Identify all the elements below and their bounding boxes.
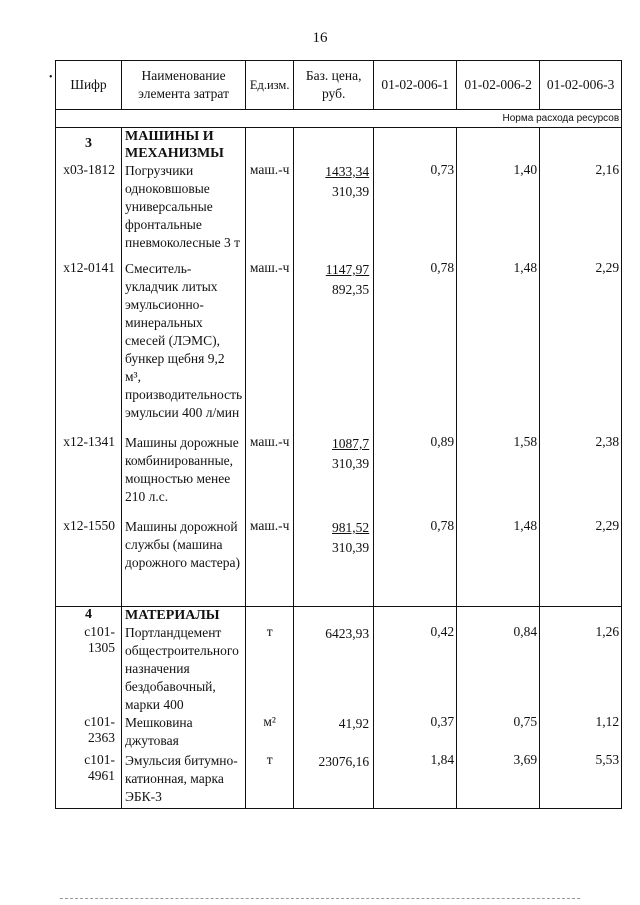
row-code: х12-0141 (56, 260, 122, 434)
row-value-2: 0,75 (457, 714, 540, 752)
row-unit: т (246, 752, 294, 809)
price-total: 981,52 (332, 520, 370, 535)
price-total: 1087,7 (332, 436, 370, 451)
table-row (56, 714, 622, 752)
header-unit: Ед.изм. (246, 61, 294, 110)
header-code: Шифр (56, 61, 122, 110)
row-unit: м² (246, 714, 294, 752)
row-value-2: 3,69 (457, 752, 540, 809)
row-value-3: 1,26 (540, 624, 622, 714)
section-number: 4 (56, 607, 122, 625)
price-wage: 310,39 (332, 184, 370, 199)
row-name: Машины дорожной службы (машина дорожного мастера) (122, 518, 246, 607)
table-row (56, 260, 622, 434)
row-price: 6423,93 (294, 624, 374, 714)
row-unit: маш.-ч (246, 518, 294, 607)
row-value-2: 1,48 (457, 518, 540, 607)
row-unit: т (246, 624, 294, 714)
header-price: Баз. цена, руб. (294, 61, 374, 110)
row-value-3: 2,16 (540, 162, 622, 260)
table-row (56, 434, 622, 518)
row-price: 41,92 (294, 714, 374, 752)
row-value-1: 0,78 (374, 260, 457, 434)
section-header-row (56, 607, 622, 625)
row-code: х12-1341 (56, 434, 122, 518)
row-value-3: 2,29 (540, 518, 622, 607)
row-name: Мешковина джутовая (122, 714, 246, 752)
section-title: МАТЕРИАЛЫ (122, 607, 246, 625)
row-unit: маш.-ч (246, 162, 294, 260)
row-code: с101-1305 (56, 624, 122, 714)
row-price (294, 162, 374, 260)
header-col2: 01-02-006-2 (457, 61, 540, 110)
header-row (56, 61, 622, 110)
row-name: Смеситель-укладчик литых эмульсионно-минеральных смесей (ЛЭМС), бункер щебня 9,2 м³, производительность эмульсии 400 л/мин (122, 260, 246, 434)
price-total: 1433,34 (325, 164, 370, 179)
row-value-1: 1,84 (374, 752, 457, 809)
row-value-3: 2,29 (540, 260, 622, 434)
price-wage: 310,39 (332, 540, 370, 555)
row-price: 23076,16 (294, 752, 374, 809)
norm-row (56, 110, 622, 128)
row-value-2: 1,40 (457, 162, 540, 260)
table-row (56, 624, 622, 714)
section-title: МАШИНЫ И МЕХАНИЗМЫ (122, 128, 246, 163)
row-name: Погрузчики одноковшовые универсальные фронтальные пневмоколесные 3 т (122, 162, 246, 260)
row-price (294, 434, 374, 518)
price-total: 1147,97 (325, 262, 370, 277)
row-unit: маш.-ч (246, 434, 294, 518)
section-number: 3 (56, 128, 122, 163)
header-col1: 01-02-006-1 (374, 61, 457, 110)
row-price (294, 518, 374, 607)
row-name: Портландцемент общестроительного назначения бездобавочный, марки 400 (122, 624, 246, 714)
row-value-2: 1,48 (457, 260, 540, 434)
margin-mark: • (49, 72, 53, 83)
row-code: х12-1550 (56, 518, 122, 607)
row-value-1: 0,42 (374, 624, 457, 714)
row-name: Машины дорожные комбинированные, мощностью менее 210 л.с. (122, 434, 246, 518)
row-value-2: 1,58 (457, 434, 540, 518)
row-value-1: 0,89 (374, 434, 457, 518)
scan-artifact-line (60, 898, 580, 899)
row-value-1: 0,73 (374, 162, 457, 260)
resource-table (55, 60, 622, 809)
row-value-1: 0,78 (374, 518, 457, 607)
row-value-1: 0,37 (374, 714, 457, 752)
price-wage: 310,39 (332, 456, 370, 471)
table-row (56, 518, 622, 607)
table-row (56, 162, 622, 260)
header-col3: 01-02-006-3 (540, 61, 622, 110)
page-number: 16 (312, 30, 328, 46)
row-code: с101-4961 (56, 752, 122, 809)
table-row (56, 752, 622, 809)
row-code: х03-1812 (56, 162, 122, 260)
row-value-3: 1,12 (540, 714, 622, 752)
row-code: с101-2363 (56, 714, 122, 752)
norm-label: Норма расхода ресурсов (56, 110, 622, 128)
row-value-2: 0,84 (457, 624, 540, 714)
row-unit: маш.-ч (246, 260, 294, 434)
section-header-row (56, 128, 622, 163)
row-value-3: 5,53 (540, 752, 622, 809)
row-name: Эмульсия битумно-катионная, марка ЭБК-3 (122, 752, 246, 809)
row-price (294, 260, 374, 434)
row-value-3: 2,38 (540, 434, 622, 518)
header-name: Наименование элемента затрат (122, 61, 246, 110)
price-wage: 892,35 (332, 282, 370, 297)
